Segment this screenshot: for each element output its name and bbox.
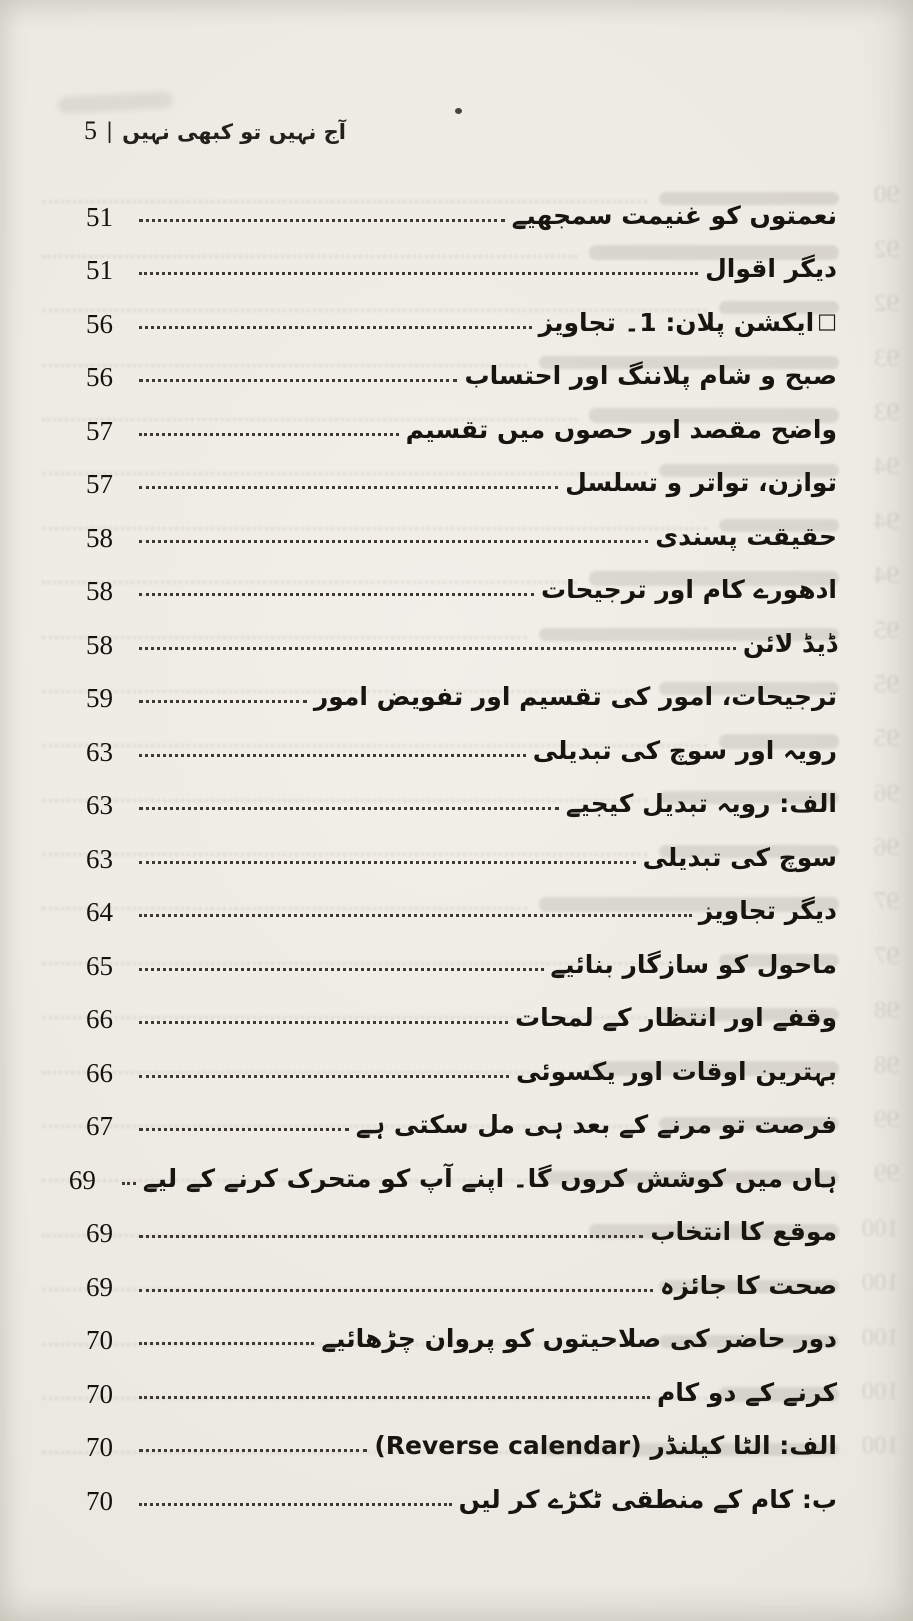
toc-row <box>86 1467 837 1521</box>
toc-entry-title: فرصت تو مرنے کے بعد ہی مل سکتی ہے <box>355 1110 837 1140</box>
toc-entry-page-number: 56 <box>86 308 113 339</box>
toc-entry-page-number: 66 <box>86 1004 113 1035</box>
toc-row <box>86 986 837 1040</box>
toc-entry-page-number: 64 <box>86 897 113 928</box>
dotted-leader <box>139 914 692 917</box>
toc-row <box>86 1200 837 1254</box>
toc-entry-title: صحت کا جائزہ <box>660 1270 837 1300</box>
bleedthrough-page-number: 99 <box>874 1106 899 1134</box>
dotted-leader <box>139 968 544 971</box>
toc-entry-page-number: 58 <box>86 576 113 607</box>
dotted-leader <box>139 1021 508 1024</box>
bleedthrough-page-number: 98 <box>874 1051 899 1079</box>
dotted-leader <box>139 1503 452 1506</box>
toc-entry-page-number: 63 <box>86 843 113 874</box>
toc-row <box>86 558 837 612</box>
toc-entry-page-number: 58 <box>86 522 113 553</box>
toc-entry-title: بہترین اوقات اور یکسوئی <box>516 1056 837 1086</box>
toc-entry-title: ایکشن پلان: 1۔ تجاویز <box>538 307 815 337</box>
toc-entry-page-number: 59 <box>86 683 113 714</box>
dotted-leader <box>139 647 736 650</box>
dotted-leader <box>139 379 457 382</box>
dotted-leader <box>139 219 505 222</box>
dotted-leader <box>139 272 698 275</box>
toc-entry-title: ڈیڈ لائن <box>742 628 837 658</box>
toc-entry-page-number: 69 <box>86 1271 113 1302</box>
toc-entry-title: ہاں میں کوشش کروں گا۔ اپنے آپ کو متحرک کرنے کے لیے <box>142 1163 837 1193</box>
bleedthrough-page-number: 100 <box>861 1377 899 1405</box>
toc-entry-page-number: 66 <box>86 1057 113 1088</box>
bleedthrough-page-number: 93 <box>874 398 899 426</box>
bleedthrough-page-number: 96 <box>874 779 899 807</box>
toc-row <box>86 772 837 826</box>
toc-row <box>86 1039 837 1093</box>
toc-row <box>86 344 837 398</box>
dotted-leader <box>139 1289 653 1292</box>
bleedthrough-page-number: 94 <box>874 453 899 481</box>
toc-entry-title: موقع کا انتخاب <box>650 1217 837 1247</box>
dotted-leader <box>139 540 648 543</box>
dotted-leader <box>139 1396 650 1399</box>
bleedthrough-page-number: 100 <box>861 1269 899 1297</box>
bleedthrough-page-number: 98 <box>874 997 899 1025</box>
toc-row <box>86 451 837 505</box>
bleedthrough-page-number: 97 <box>874 888 899 916</box>
toc-row <box>86 718 837 772</box>
toc-row <box>86 397 837 451</box>
toc-entry-title: نعمتوں کو غنیمت سمجھیے <box>511 200 837 230</box>
dotted-leader <box>139 593 534 596</box>
toc-entry-page-number: 51 <box>86 201 113 232</box>
dotted-leader <box>139 700 307 703</box>
scan-artifact-dot <box>455 108 462 114</box>
checkbox-square-icon: □ <box>817 308 837 333</box>
scan-smudge <box>58 91 174 114</box>
toc-entry-page-number: 70 <box>86 1378 113 1409</box>
dotted-leader <box>139 326 532 329</box>
toc-entry-title: ماحول کو سازگار بنائیے <box>550 949 837 979</box>
bleedthrough-page-number: 96 <box>874 834 899 862</box>
bleedthrough-page-number: 95 <box>874 725 899 753</box>
bleedthrough-page-number: 100 <box>861 1214 899 1242</box>
toc-row <box>86 1093 837 1147</box>
toc-row <box>86 183 837 237</box>
toc-row <box>86 825 837 879</box>
toc-row <box>86 290 837 344</box>
toc-row <box>68 1146 837 1200</box>
bleedthrough-page-number: 90 <box>874 181 899 209</box>
bleedthrough-page-number: 92 <box>874 235 899 263</box>
toc-entry-title: ادھورے کام اور ترجیحات <box>541 575 837 605</box>
running-head <box>84 118 346 145</box>
dotted-leader <box>139 1235 643 1238</box>
toc-row <box>86 1253 837 1307</box>
toc-entry-page-number: 67 <box>86 1111 113 1142</box>
toc-row <box>86 932 837 986</box>
toc-row <box>86 879 837 933</box>
toc-row <box>86 237 837 291</box>
dotted-leader <box>139 1075 509 1078</box>
toc-entry-page-number: 69 <box>68 1164 96 1195</box>
dotted-leader <box>122 1182 136 1185</box>
toc-row <box>86 665 837 719</box>
toc-entry-title: ترجیحات، امور کی تقسیم اور تفویض امور <box>313 682 837 712</box>
toc-entry-title: الف: رویہ تبدیل کیجیے <box>565 789 837 819</box>
bleedthrough-page-number: 92 <box>874 290 899 318</box>
dotted-leader <box>139 486 558 489</box>
toc-entry-title: حقیقت پسندی <box>655 521 837 551</box>
toc-entry-title: واضح مقصد اور حصوں میں تقسیم <box>405 414 837 444</box>
dotted-leader <box>139 433 399 436</box>
toc-entry-title: دیگر اقوال <box>705 254 837 284</box>
bleedthrough-page-number: 94 <box>874 562 899 590</box>
header-page-number: 5 <box>84 116 97 145</box>
toc-entry-title: دور حاضر کی صلاحیتوں کو پروان چڑھائیے <box>321 1324 837 1354</box>
dotted-leader <box>139 861 636 864</box>
toc-row <box>86 1414 837 1468</box>
toc-entry-title: توازن، تواتر و تسلسل <box>565 468 837 498</box>
dotted-leader <box>139 1342 314 1345</box>
bleedthrough-page-number: 94 <box>874 507 899 535</box>
bleedthrough-page-number: 95 <box>874 616 899 644</box>
toc-entry-page-number: 65 <box>86 950 113 981</box>
toc-entry-title: دیگر تجاویز <box>698 896 837 926</box>
toc-entry-title: کرنے کے دو کام <box>656 1377 837 1407</box>
bleedthrough-page-number: 95 <box>874 670 899 698</box>
toc-entry-page-number: 58 <box>86 629 113 660</box>
toc-row <box>86 1360 837 1414</box>
toc-entry-title: رویہ اور سوچ کی تبدیلی <box>532 735 837 765</box>
bleedthrough-page-number: 100 <box>861 1432 899 1460</box>
bleedthrough-page-number: 93 <box>874 344 899 372</box>
toc-entry-page-number: 57 <box>86 415 113 446</box>
header-separator: | <box>106 119 114 143</box>
toc-entry-title: صبح و شام پلاننگ اور احتساب <box>464 361 837 391</box>
toc-entry-title: الف: الٹا کیلنڈر (Reverse calendar) <box>374 1431 837 1461</box>
toc-entry-title: ب: کام کے منطقی ٹکڑے کر لیں <box>458 1484 837 1514</box>
toc-entry-page-number: 63 <box>86 790 113 821</box>
toc-entry-page-number: 63 <box>86 736 113 767</box>
table-of-contents <box>68 183 837 1521</box>
toc-entry-page-number: 57 <box>86 469 113 500</box>
toc-entry-title: وقفے اور انتظار کے لمحات <box>514 1003 837 1033</box>
toc-row <box>86 504 837 558</box>
dotted-leader <box>139 754 526 757</box>
toc-row <box>86 611 837 665</box>
bleedthrough-page-number: 100 <box>861 1323 899 1351</box>
bleedthrough-page-number: 97 <box>874 942 899 970</box>
toc-entry-page-number: 70 <box>86 1325 113 1356</box>
toc-entry-page-number: 56 <box>86 362 113 393</box>
toc-entry-title: سوچ کی تبدیلی <box>642 842 837 872</box>
dotted-leader <box>139 1128 349 1131</box>
bleedthrough-page-number: 99 <box>874 1160 899 1188</box>
toc-row <box>86 1307 837 1361</box>
dotted-leader <box>139 1449 367 1452</box>
toc-entry-page-number: 70 <box>86 1432 113 1463</box>
dotted-leader <box>139 807 559 810</box>
book-title: آج نہیں تو کبھی نہیں <box>122 120 346 144</box>
toc-entry-page-number: 69 <box>86 1218 113 1249</box>
toc-entry-page-number: 70 <box>86 1485 113 1516</box>
toc-entry-page-number: 51 <box>86 255 113 286</box>
